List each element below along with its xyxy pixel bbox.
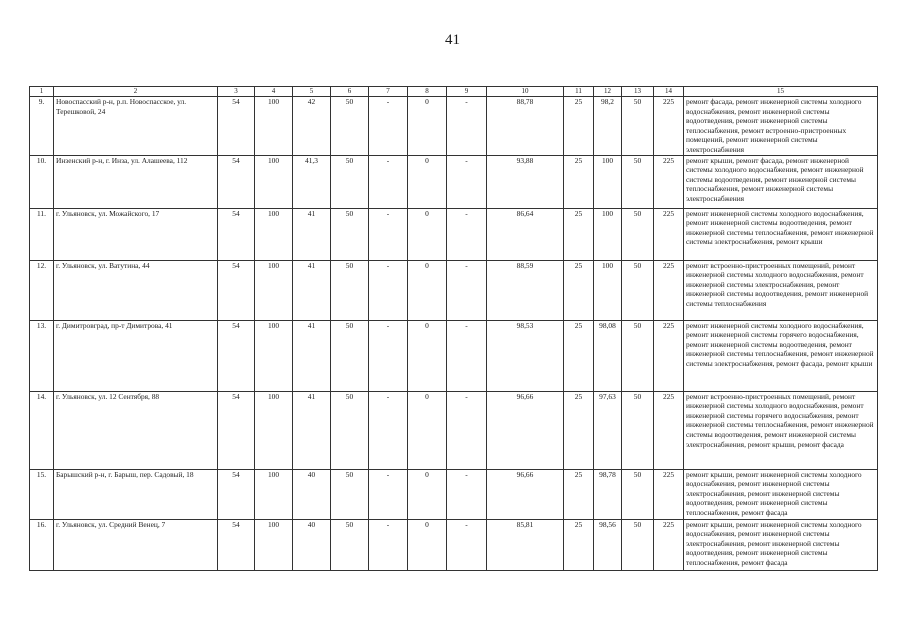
value-cell: 225	[654, 391, 684, 469]
address-cell: г. Ульяновск, ул. Средний Венец, 7	[54, 519, 218, 570]
row-number: 13.	[30, 320, 54, 391]
address-cell: Инзенский р-н, г. Инза, ул. Алашеева, 112	[54, 155, 218, 208]
value-cell: 0	[408, 391, 447, 469]
table-row	[30, 208, 878, 260]
value-cell: -	[447, 208, 487, 260]
value-cell: 41	[293, 208, 331, 260]
value-cell: -	[369, 155, 408, 208]
value-cell: 41,3	[293, 155, 331, 208]
value-cell: 25	[564, 320, 594, 391]
value-cell: 50	[331, 97, 369, 156]
col-header: 11	[564, 87, 594, 97]
value-cell: 40	[293, 469, 331, 519]
value-cell: -	[369, 260, 408, 320]
value-cell: 50	[622, 208, 654, 260]
works-cell: ремонт встроенно-пристроенных помещений, ремонт инженерной системы холодного водоснабжения, ремонт инженерной системы горячего водоснабжения, ремонт инженерной системы теплоснабжения, ремонт инженерной системы водоотведения, ремонт инженерной системы электроснабжения, ремонт крыши, ремонт фасада	[684, 391, 878, 469]
value-cell: 50	[331, 155, 369, 208]
value-cell: 54	[218, 519, 255, 570]
value-cell: -	[369, 469, 408, 519]
value-cell: 225	[654, 469, 684, 519]
value-cell: 54	[218, 260, 255, 320]
value-cell: 100	[255, 519, 293, 570]
value-cell: 100	[594, 208, 622, 260]
value-cell: 100	[255, 97, 293, 156]
row-number: 10.	[30, 155, 54, 208]
works-cell: ремонт крыши, ремонт фасада, ремонт инженерной системы холодного водоснабжения, ремонт инженерной системы водоотведения, ремонт инженерной системы теплоснабжения, ремонт инженерной системы электроснабжения	[684, 155, 878, 208]
value-cell: 50	[622, 320, 654, 391]
value-cell: 0	[408, 320, 447, 391]
row-number: 12.	[30, 260, 54, 320]
works-cell: ремонт фасада, ремонт инженерной системы холодного водоснабжения, ремонт инженерной системы водоотведения, ремонт инженерной системы теплоснабжения, ремонт встроенно-пристроенных помещений, ремонт инженерной системы электроснабжения	[684, 97, 878, 156]
value-cell: 98,2	[594, 97, 622, 156]
row-number: 16.	[30, 519, 54, 570]
value-cell: 100	[594, 260, 622, 320]
value-cell: 50	[331, 208, 369, 260]
col-header: 8	[408, 87, 447, 97]
value-cell: 100	[594, 155, 622, 208]
value-cell: 100	[255, 260, 293, 320]
value-cell: 225	[654, 155, 684, 208]
address-cell: г. Димитровград, пр-т Димитрова, 41	[54, 320, 218, 391]
value-cell: 50	[622, 155, 654, 208]
value-cell: 93,88	[487, 155, 564, 208]
col-header: 9	[447, 87, 487, 97]
value-cell: 50	[622, 469, 654, 519]
value-cell: 25	[564, 155, 594, 208]
row-number: 11.	[30, 208, 54, 260]
value-cell: 25	[564, 97, 594, 156]
address-cell: г. Ульяновск, ул. 12 Сентября, 88	[54, 391, 218, 469]
page-number: 41	[445, 32, 460, 48]
value-cell: 225	[654, 519, 684, 570]
col-header: 7	[369, 87, 408, 97]
value-cell: 97,63	[594, 391, 622, 469]
value-cell: 54	[218, 208, 255, 260]
works-cell: ремонт крыши, ремонт инженерной системы холодного водоснабжения, ремонт инженерной системы электроснабжения, ремонт инженерной системы водоотведения, ремонт инженерной системы теплоснабжения, ремонт фасада	[684, 519, 878, 570]
value-cell: 25	[564, 208, 594, 260]
value-cell: 41	[293, 260, 331, 320]
value-cell: 100	[255, 469, 293, 519]
col-header: 3	[218, 87, 255, 97]
value-cell: 0	[408, 519, 447, 570]
value-cell: 25	[564, 469, 594, 519]
col-header: 2	[54, 87, 218, 97]
value-cell: -	[447, 519, 487, 570]
col-header: 4	[255, 87, 293, 97]
value-cell: 225	[654, 208, 684, 260]
value-cell: 50	[331, 469, 369, 519]
col-header: 15	[684, 87, 878, 97]
table-row	[30, 260, 878, 320]
value-cell: 98,56	[594, 519, 622, 570]
value-cell: -	[369, 97, 408, 156]
table-row	[30, 469, 878, 519]
value-cell: -	[369, 519, 408, 570]
value-cell: 54	[218, 97, 255, 156]
column-number-row	[30, 87, 878, 97]
value-cell: 25	[564, 391, 594, 469]
value-cell: 0	[408, 97, 447, 156]
value-cell: 50	[622, 97, 654, 156]
value-cell: 86,64	[487, 208, 564, 260]
value-cell: 96,66	[487, 391, 564, 469]
value-cell: 96,66	[487, 469, 564, 519]
col-header: 13	[622, 87, 654, 97]
value-cell: 42	[293, 97, 331, 156]
value-cell: 50	[622, 519, 654, 570]
value-cell: 98,08	[594, 320, 622, 391]
value-cell: 54	[218, 391, 255, 469]
col-header: 1	[30, 87, 54, 97]
value-cell: 50	[331, 519, 369, 570]
row-number: 15.	[30, 469, 54, 519]
value-cell: 54	[218, 320, 255, 391]
col-header: 12	[594, 87, 622, 97]
value-cell: 50	[622, 260, 654, 320]
value-cell: -	[369, 320, 408, 391]
value-cell: 40	[293, 519, 331, 570]
table-row	[30, 391, 878, 469]
works-cell: ремонт инженерной системы холодного водоснабжения, ремонт инженерной системы горячего водоснабжения, ремонт инженерной системы водоотведения, ремонт инженерной системы теплоснабжения, ремонт инженерной системы электроснабжения, ремонт фасада, ремонт крыши	[684, 320, 878, 391]
row-number: 9.	[30, 97, 54, 156]
row-number: 14.	[30, 391, 54, 469]
value-cell: 98,78	[594, 469, 622, 519]
value-cell: 225	[654, 260, 684, 320]
value-cell: 88,59	[487, 260, 564, 320]
value-cell: -	[447, 260, 487, 320]
address-cell: г. Ульяновск, ул. Можайского, 17	[54, 208, 218, 260]
value-cell: 50	[622, 391, 654, 469]
value-cell: 54	[218, 155, 255, 208]
value-cell: -	[447, 391, 487, 469]
value-cell: -	[447, 469, 487, 519]
value-cell: 100	[255, 208, 293, 260]
value-cell: 25	[564, 260, 594, 320]
value-cell: 225	[654, 97, 684, 156]
value-cell: 41	[293, 320, 331, 391]
works-cell: ремонт крыши, ремонт инженерной системы холодного водоснабжения, ремонт инженерной системы электроснабжения, ремонт инженерной системы водоотведения, ремонт инженерной системы теплоснабжения, ремонт фасада	[684, 469, 878, 519]
value-cell: -	[369, 208, 408, 260]
value-cell: 98,53	[487, 320, 564, 391]
value-cell: 100	[255, 391, 293, 469]
value-cell: 41	[293, 391, 331, 469]
col-header: 14	[654, 87, 684, 97]
table-row	[30, 320, 878, 391]
value-cell: -	[447, 97, 487, 156]
table-row	[30, 155, 878, 208]
table-row	[30, 97, 878, 156]
value-cell: 88,78	[487, 97, 564, 156]
value-cell: 50	[331, 391, 369, 469]
value-cell: 100	[255, 320, 293, 391]
value-cell: 0	[408, 208, 447, 260]
address-cell: Новоспасский р-н, р.п. Новоспасское, ул. Терешковой, 24	[54, 97, 218, 156]
value-cell: -	[447, 155, 487, 208]
value-cell: 0	[408, 260, 447, 320]
value-cell: 225	[654, 320, 684, 391]
works-cell: ремонт инженерной системы холодного водоснабжения, ремонт инженерной системы водоотведения, ремонт инженерной системы теплоснабжения, ремонт инженерной системы электроснабжения, ремонт крыши	[684, 208, 878, 260]
value-cell: 50	[331, 320, 369, 391]
value-cell: 0	[408, 469, 447, 519]
value-cell: 85,81	[487, 519, 564, 570]
address-cell: г. Ульяновск, ул. Ватутина, 44	[54, 260, 218, 320]
buildings-table	[29, 86, 878, 571]
col-header: 6	[331, 87, 369, 97]
value-cell: 25	[564, 519, 594, 570]
works-cell: ремонт встроенно-пристроенных помещений, ремонт инженерной системы холодного водоснабжения, ремонт инженерной системы электроснабжения, ремонт инженерной системы водоотведения, ремонт инженерной системы теплоснабжения	[684, 260, 878, 320]
value-cell: 100	[255, 155, 293, 208]
value-cell: -	[447, 320, 487, 391]
value-cell: -	[369, 391, 408, 469]
col-header: 5	[293, 87, 331, 97]
value-cell: 50	[331, 260, 369, 320]
value-cell: 54	[218, 469, 255, 519]
address-cell: Барышский р-н, г. Барыш, пер. Садовый, 18	[54, 469, 218, 519]
col-header: 10	[487, 87, 564, 97]
value-cell: 0	[408, 155, 447, 208]
table-row	[30, 519, 878, 570]
